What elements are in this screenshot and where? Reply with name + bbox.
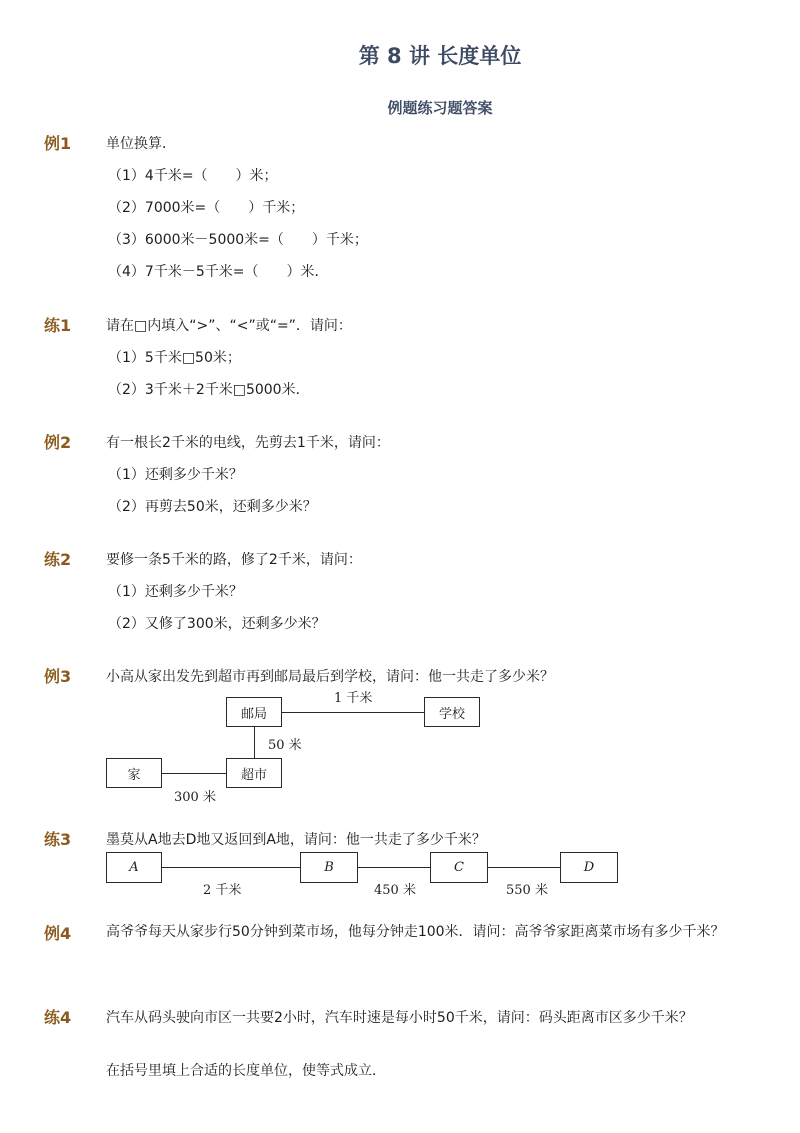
page-title: 第 8 讲 长度单位 [358, 44, 522, 68]
practice-3-label: 练3 [44, 830, 72, 849]
practice-2-item-2: （2）又修了300米，还剩多少米？ [108, 616, 326, 632]
example-3-label: 例3 [44, 667, 72, 686]
practice-4-extra: 在括号里填上合适的长度单位，使等式成立． [106, 1063, 386, 1079]
example-1-item-1: （1）4千米=（ ）米； [108, 168, 278, 184]
distance-a-b: 2 千米 [203, 883, 242, 898]
practice-1-item-1: （1）5千米□50米； [108, 350, 241, 366]
distance-c-d: 550 米 [506, 883, 548, 898]
example-2-item-2: （2）再剪去50米，还剩多少米？ [108, 499, 317, 515]
example-1-intro: 单位换算． [106, 136, 176, 152]
practice-2-label: 练2 [44, 550, 72, 569]
distance-b-c: 450 米 [374, 883, 416, 898]
distance-market-post: 50 米 [268, 738, 302, 753]
example-1-item-3: （3）6000米－5000米=（ ）千米； [108, 232, 368, 248]
example-4-label: 例4 [44, 924, 72, 943]
line-a-b [162, 867, 300, 868]
example-1-label: 例1 [44, 134, 72, 153]
line-market-post [254, 727, 255, 758]
practice-3-intro: 墨莫从A地去D地又返回到A地，请问：他一共走了多少千米？ [106, 832, 486, 848]
practice-4-label: 练4 [44, 1008, 72, 1027]
point-d-box: D [560, 852, 618, 883]
school-box: 学校 [424, 697, 480, 727]
example-2-intro: 有一根长2千米的电线，先剪去1千米，请问： [106, 435, 390, 451]
example-4-text: 高爷爷每天从家步行50分钟到菜市场，他每分钟走100米．请问：高爷爷家距离菜市场有多少千米？ [106, 924, 725, 940]
home-box: 家 [106, 758, 162, 788]
example-3-intro: 小高从家出发先到超市再到邮局最后到学校，请问：他一共走了多少米？ [106, 669, 554, 685]
point-c-box: C [430, 852, 488, 883]
post-office-box: 邮局 [226, 697, 282, 727]
practice-2-intro: 要修一条5千米的路，修了2千米，请问： [106, 552, 362, 568]
practice-1-intro: 请在□内填入“>”、“<”或“=”．请问： [106, 318, 352, 334]
line-b-c [358, 867, 430, 868]
practice-1-label: 练1 [44, 316, 72, 335]
example-1-item-4: （4）7千米－5千米=（ ）米． [108, 264, 329, 280]
practice-4-text: 汽车从码头驶向市区一共要2小时，汽车时速是每小时50千米，请问：码头距离市区多少千米？ [106, 1010, 693, 1026]
page-subtitle: 例题练习题答案 [387, 99, 493, 117]
line-post-school [282, 712, 426, 713]
practice-1-item-2: （2）3千米＋2千米□5000米． [108, 382, 310, 398]
line-c-d [488, 867, 560, 868]
point-a-box: A [106, 852, 162, 883]
example-2-label: 例2 [44, 433, 72, 452]
point-b-box: B [300, 852, 358, 883]
supermarket-box: 超市 [226, 758, 282, 788]
distance-home-market: 300 米 [174, 790, 216, 805]
example-1-item-2: （2）7000米=（ ）千米； [108, 200, 305, 216]
practice-2-item-1: （1）还剩多少千米？ [108, 584, 243, 600]
distance-post-school: 1 千米 [334, 691, 373, 706]
example-2-item-1: （1）还剩多少千米？ [108, 467, 243, 483]
line-home-market [162, 773, 226, 774]
